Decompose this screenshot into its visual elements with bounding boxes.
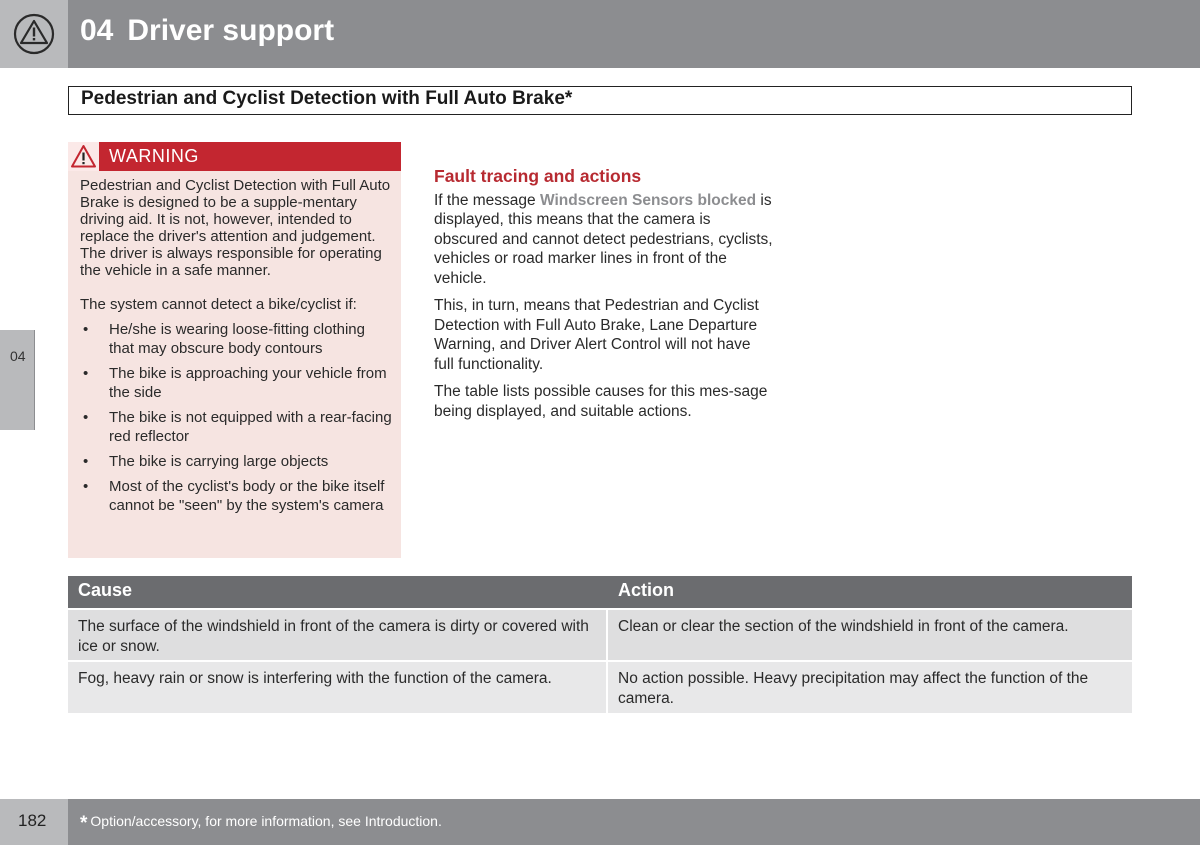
bullet: • [83, 409, 89, 426]
bullet: • [83, 365, 89, 382]
warning-label: WARNING [109, 146, 199, 166]
fault-paragraph-3: The table lists possible causes for this mes-sage being displayed, and suitable actions. [434, 383, 768, 420]
warning-triangle-icon [13, 13, 55, 55]
table-header-action: Action [618, 580, 674, 600]
table-header-row [68, 576, 1132, 608]
chapter-header [0, 0, 1200, 68]
table-cell-action: No action possible. Heavy precipitation may affect the function of the camera. [608, 662, 1132, 713]
warning-list [80, 320, 392, 515]
table-cell-action: Clean or clear the section of the windshield in front of the camera. [608, 610, 1132, 660]
warning-triangle-icon [70, 144, 97, 169]
chapter-title [80, 14, 334, 48]
section-title: Pedestrian and Cyclist Detection with Full Auto Brake* [68, 86, 1132, 115]
table-cell-cause: Fog, heavy rain or snow is interfering with the function of the camera. [68, 662, 606, 713]
fault-heading: Fault tracing and actions [434, 166, 642, 186]
fault-paragraph-1: If the message Windscreen Sensors blocked is displayed, this means that the camera is obscured and cannot detect pedestrians, cyclists, vehicles or road marker lines in front of the vehicle. [434, 191, 773, 287]
bullet: • [83, 321, 89, 338]
cause-action-table [68, 576, 1132, 713]
warning-body [80, 177, 392, 521]
page-footer [0, 799, 1200, 845]
chapter-number: 04 [80, 14, 114, 47]
chapter-side-tab [0, 330, 35, 430]
fault-paragraph-2: This, in turn, means that Pedestrian and Cyclist Detection with Full Auto Brake, Lane Departure Warning, and Driver Alert Control will not have full functionality. [434, 297, 759, 373]
table-header-cause: Cause [78, 580, 133, 600]
bullet: • [83, 453, 89, 470]
side-tab-label: 04 [10, 348, 26, 364]
table-row [68, 662, 1132, 713]
list-item: • He/she is wearing loose-fitting clothing that may obscure body contours [83, 321, 365, 357]
footnote [80, 813, 442, 835]
footnote-text: Option/accessory, for more information, see Introduction. [90, 813, 442, 829]
warning-icon-box [68, 142, 99, 171]
header-icon-box [0, 0, 68, 68]
warning-list-intro: The system cannot detect a bike/cyclist if: [80, 296, 357, 313]
bullet: • [83, 478, 89, 495]
page-number-box [0, 799, 68, 845]
footnote-marker: * [80, 813, 88, 834]
warning-header [68, 142, 401, 171]
table-cell-cause: The surface of the windshield in front of the camera is dirty or covered with ice or snow. [68, 610, 606, 660]
warning-box [68, 142, 401, 558]
list-item: • The bike is not equipped with a rear-facing red reflector [83, 409, 392, 445]
display-message: Windscreen Sensors blocked [539, 191, 757, 209]
list-item: • The bike is approaching your vehicle from the side [83, 365, 387, 401]
warning-paragraph: Pedestrian and Cyclist Detection with Full Auto Brake is designed to be a supple-mentary driving aid. It is not, however, intended to replace the driver's attention and judgement. The driver is always responsible for operating the vehicle in a safe manner. [80, 177, 391, 279]
page-number: 182 [18, 811, 47, 830]
fault-tracing-section [434, 167, 774, 429]
list-item: • Most of the cyclist's body or the bike itself cannot be "seen" by the system's camera [83, 478, 385, 514]
chapter-name: Driver support [127, 14, 335, 47]
table-row [68, 610, 1132, 660]
list-item: • The bike is carrying large objects [83, 453, 329, 470]
